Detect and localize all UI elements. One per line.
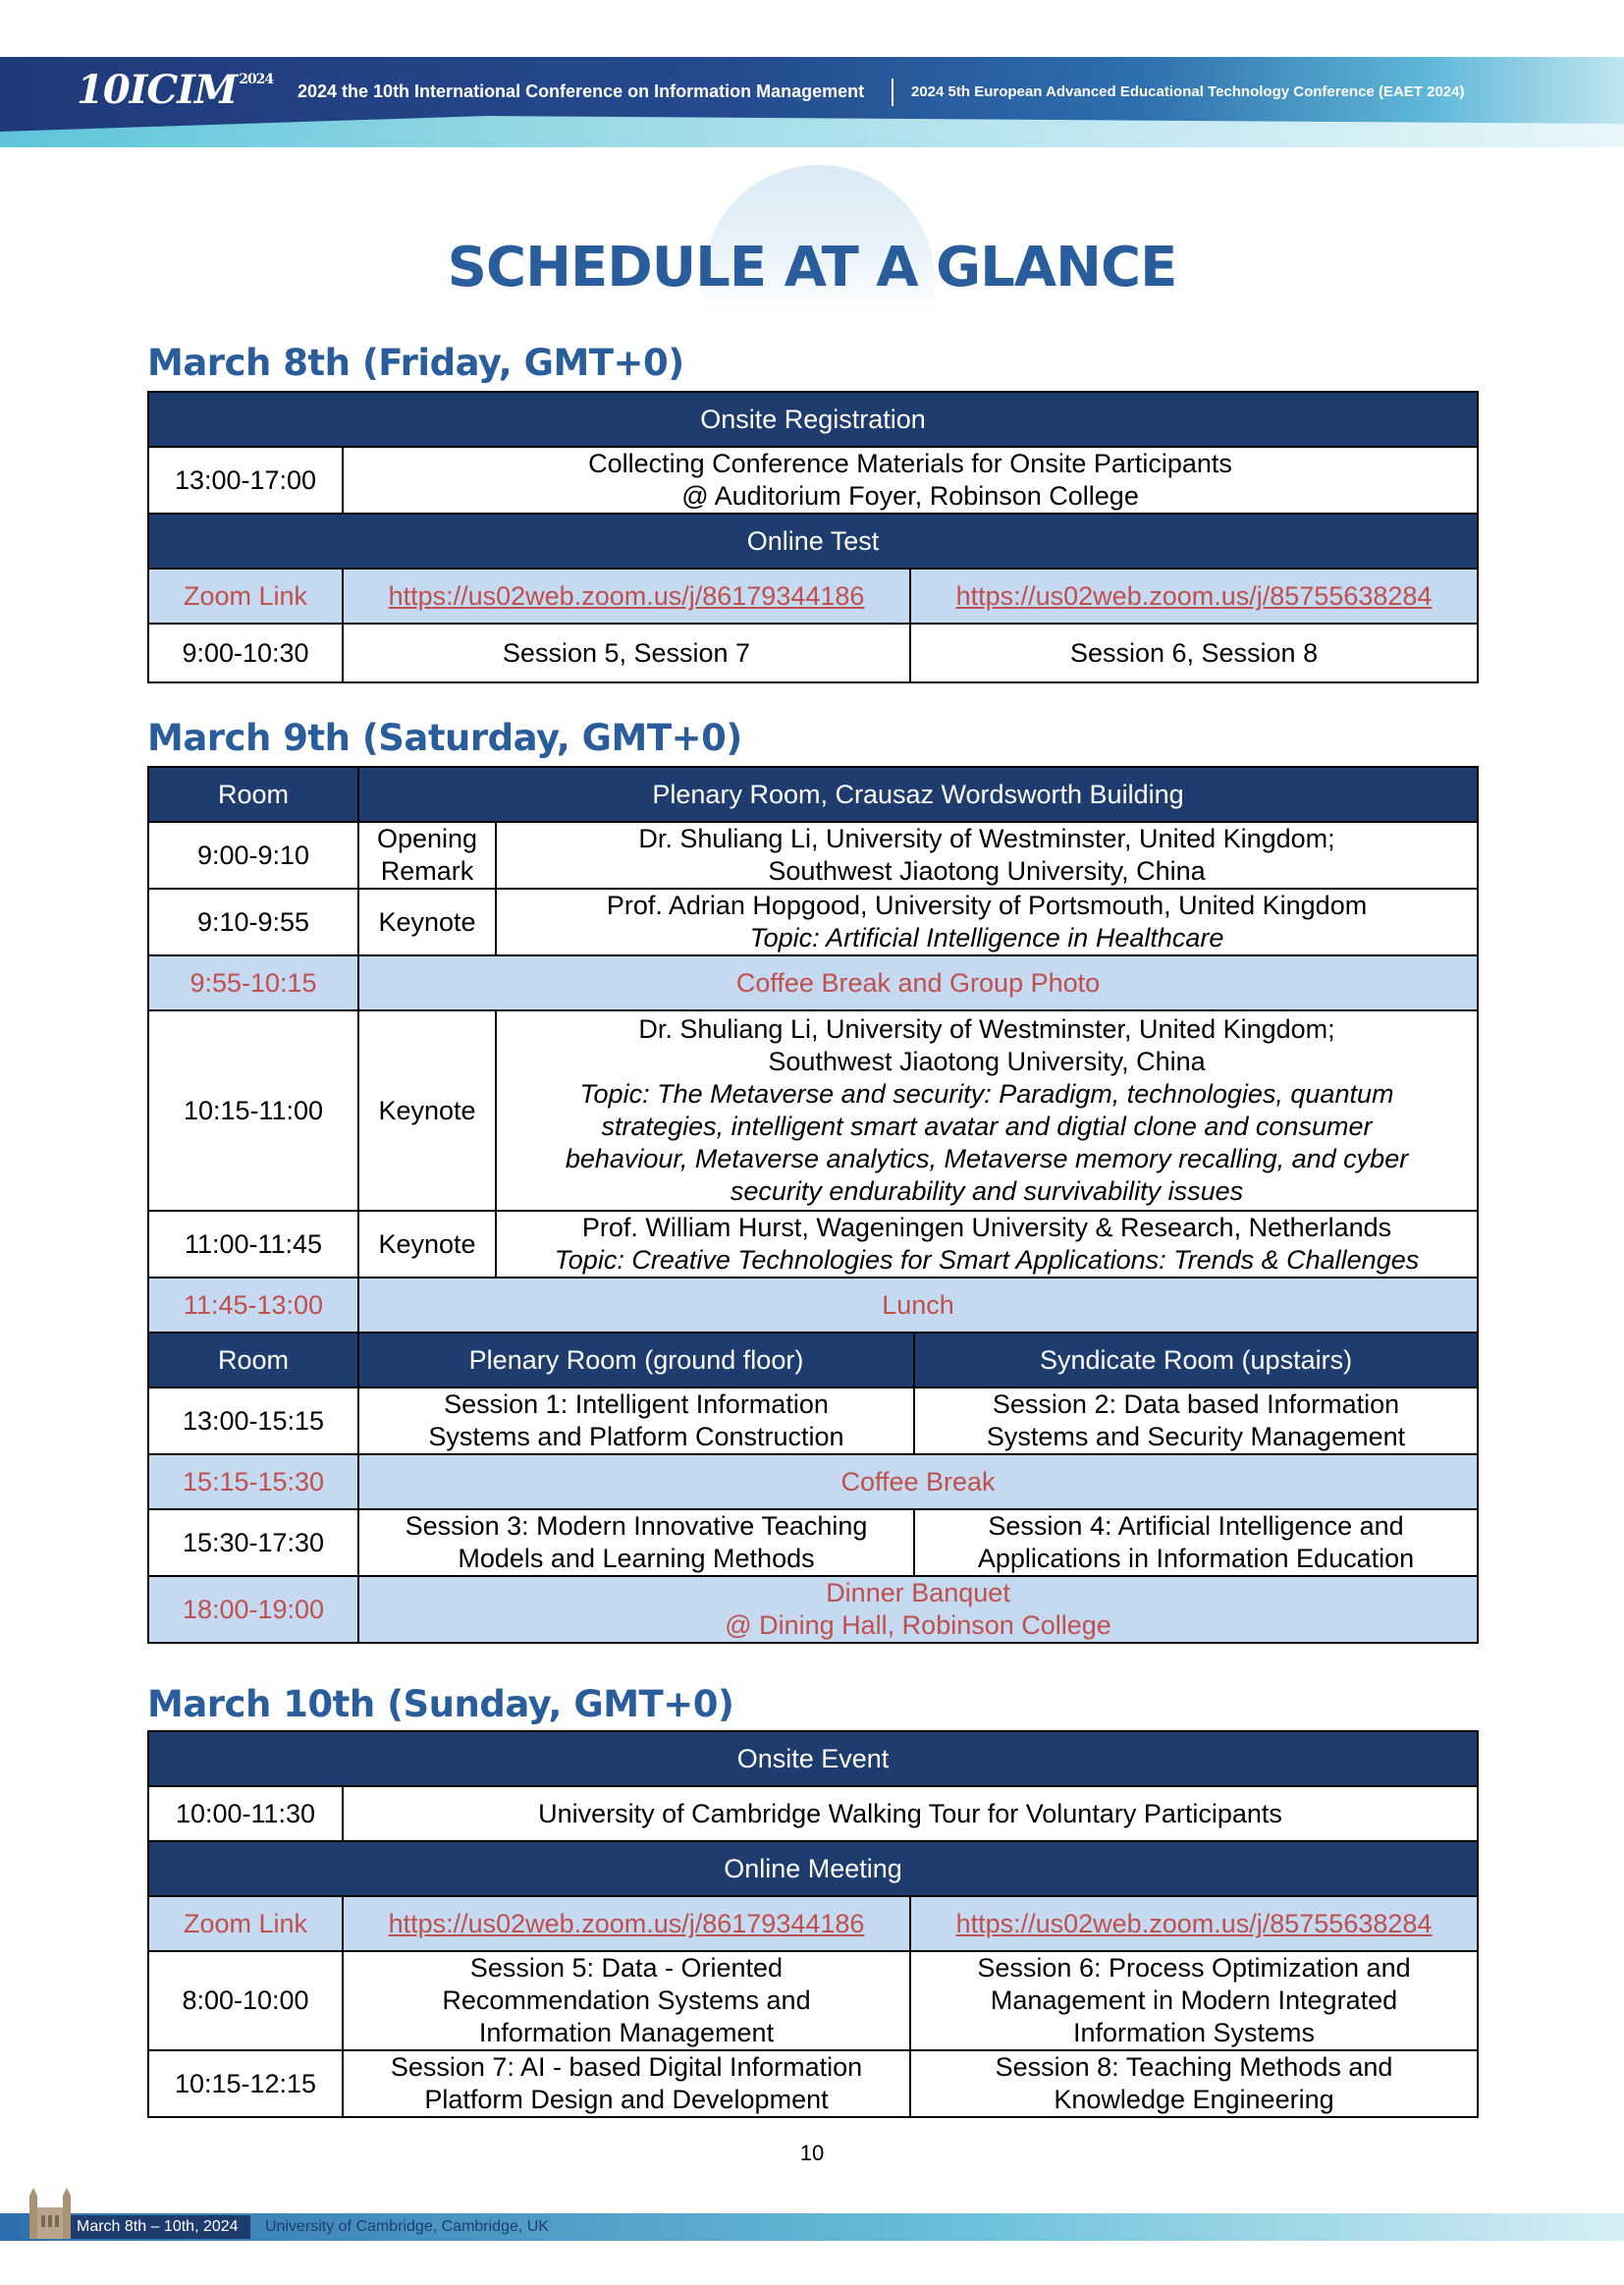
table-row (148, 1951, 1478, 2050)
table-row (148, 1786, 1478, 1841)
table-row (148, 514, 1478, 569)
room-label: Room (148, 767, 358, 822)
zoom-link-2[interactable]: https://us02web.zoom.us/j/85755638284 (910, 569, 1478, 624)
speaker-line: Southwest Jiaotong University, China (768, 1047, 1206, 1076)
session-line: Systems and Security Management (986, 1422, 1406, 1451)
type-cell: Keynote (358, 1211, 496, 1278)
session-line: Session 6: Process Optimization and (977, 1953, 1411, 1983)
table-row (148, 569, 1478, 624)
speaker-line: Dr. Shuliang Li, University of Westminster, United Kingdom; (638, 1014, 1335, 1044)
topic-line: strategies, intelligent smart avatar and digtial clone and consumer (601, 1112, 1373, 1141)
zoom-label: Zoom Link (148, 569, 343, 624)
time-cell: 11:45-13:00 (148, 1278, 358, 1333)
table-row (148, 2050, 1478, 2117)
zoom-link-1[interactable]: https://us02web.zoom.us/j/86179344186 (343, 1896, 910, 1951)
session-line: Session 2: Data based Information (992, 1389, 1400, 1419)
speaker-line: Prof. William Hurst, Wageningen University & Research, Netherlands (581, 1213, 1392, 1242)
session-line: Session 5: Data - Oriented (469, 1953, 784, 1983)
page-number: 10 (799, 2141, 825, 2165)
page-title: SCHEDULE AT A GLANCE (447, 236, 1177, 299)
time-cell: 11:00-11:45 (148, 1211, 358, 1278)
break-cell: Coffee Break (358, 1454, 1478, 1509)
table-row (148, 1010, 1478, 1211)
online-test-header: Online Test (148, 514, 1478, 569)
time-cell: 15:30-17:30 (148, 1509, 358, 1576)
time-cell: 13:00-17:00 (148, 447, 343, 514)
session-line: Session 4: Artificial Intelligence and (988, 1511, 1404, 1541)
speaker-line: Southwest Jiaotong University, China (768, 856, 1206, 886)
session-line: Applications in Information Education (977, 1544, 1415, 1573)
online-meeting-header: Online Meeting (148, 1841, 1478, 1896)
registration-cell (343, 447, 1478, 514)
session-cell (358, 1509, 914, 1576)
header-banner (0, 57, 1624, 134)
conference-title-2: 2024 5th European Advanced Educational Technology Conference (EAET 2024) (911, 83, 1465, 100)
time-cell: 18:00-19:00 (148, 1576, 358, 1643)
zoom-label: Zoom Link (148, 1896, 343, 1951)
table-row (148, 1278, 1478, 1333)
dinner-line: Dinner Banquet (826, 1578, 1010, 1607)
plenary-ground-header: Plenary Room (ground floor) (358, 1333, 914, 1387)
session-cell (914, 1509, 1478, 1576)
day2-heading: March 9th (Saturday, GMT+0) (147, 717, 742, 759)
session-line: Knowledge Engineering (1054, 2085, 1334, 2114)
session-cell (358, 1387, 914, 1454)
onsite-registration-header: Onsite Registration (148, 392, 1478, 447)
topic-line: Topic: The Metaverse and security: Paradigm, technologies, quantum (579, 1079, 1394, 1109)
day2-table (147, 766, 1479, 1644)
time-cell: 9:00-10:30 (148, 624, 343, 682)
day1-heading: March 8th (Friday, GMT+0) (147, 342, 684, 384)
table-row (148, 1333, 1478, 1387)
time-cell: 15:15-15:30 (148, 1454, 358, 1509)
topic-line: security endurability and survivability issues (730, 1176, 1244, 1206)
conference-title-1: 2024 the 10th International Conference on Information Management (298, 82, 865, 101)
lunch-cell: Lunch (358, 1278, 1478, 1333)
time-cell: 10:15-12:15 (148, 2050, 343, 2117)
table-row (148, 392, 1478, 447)
footer-location: University of Cambridge, Cambridge, UK (265, 2218, 549, 2235)
type-cell: Keynote (358, 1010, 496, 1211)
session-line: Platform Design and Development (424, 2085, 829, 2114)
type-cell (358, 822, 496, 889)
type-cell: Keynote (358, 889, 496, 955)
session-cell (910, 2050, 1478, 2117)
logo-text: 10ICIM (77, 67, 238, 113)
type-line: Opening (376, 824, 478, 853)
topic-line: Topic: Creative Technologies for Smart Applications: Trends & Challenges (554, 1245, 1420, 1275)
time-cell: 10:15-11:00 (148, 1010, 358, 1211)
table-row (148, 1731, 1478, 1786)
table-row (148, 1387, 1478, 1454)
session-line: Information Management (478, 2018, 775, 2047)
speaker-cell (496, 1010, 1478, 1211)
dinner-location: @ Dining Hall, Robinson College (725, 1610, 1111, 1640)
session-line: Recommendation Systems and (442, 1986, 811, 2015)
tour-cell: University of Cambridge Walking Tour for Voluntary Participants (343, 1786, 1478, 1841)
session-line: Session 7: AI - based Digital Information (390, 2052, 863, 2082)
speaker-cell (496, 889, 1478, 955)
table-row (148, 1896, 1478, 1951)
onsite-event-header: Onsite Event (148, 1731, 1478, 1786)
day3-heading: March 10th (Sunday, GMT+0) (147, 1683, 734, 1725)
session-cell (910, 1951, 1478, 2050)
day3-table (147, 1730, 1479, 2118)
session-cell (914, 1387, 1478, 1454)
header-divider (892, 79, 893, 106)
type-line: Remark (380, 856, 474, 886)
logo-year: 2024 (239, 72, 274, 87)
session-line: Management in Modern Integrated (990, 1986, 1398, 2015)
table-row (148, 1509, 1478, 1576)
table-row (148, 1576, 1478, 1643)
session-cell: Session 6, Session 8 (910, 624, 1478, 682)
break-cell: Coffee Break and Group Photo (358, 955, 1478, 1010)
session-line: Session 1: Intelligent Information (444, 1389, 829, 1419)
time-cell: 9:10-9:55 (148, 889, 358, 955)
topic-line: behaviour, Metaverse analytics, Metaverse memory recalling, and cyber (565, 1144, 1409, 1173)
registration-location: @ Auditorium Foyer, Robinson College (681, 481, 1139, 511)
session-line: Session 3: Modern Innovative Teaching (405, 1511, 868, 1541)
zoom-link-2[interactable]: https://us02web.zoom.us/j/85755638284 (910, 1896, 1478, 1951)
time-cell: 9:00-9:10 (148, 822, 358, 889)
footer-dates: March 8th – 10th, 2024 (71, 2215, 250, 2239)
table-row (148, 955, 1478, 1010)
table-row (148, 1841, 1478, 1896)
day1-table (147, 391, 1479, 683)
room-label: Room (148, 1333, 358, 1387)
speaker-line: Dr. Shuliang Li, University of Westminster, United Kingdom; (638, 824, 1335, 853)
time-cell: 10:00-11:30 (148, 1786, 343, 1841)
chapel-icon (27, 2186, 73, 2241)
session-line: Models and Learning Methods (458, 1544, 815, 1573)
table-row (148, 447, 1478, 514)
session-line: Session 8: Teaching Methods and (995, 2052, 1393, 2082)
syndicate-header: Syndicate Room (upstairs) (914, 1333, 1478, 1387)
zoom-link-1[interactable]: https://us02web.zoom.us/j/86179344186 (343, 569, 910, 624)
topic-line: Topic: Artificial Intelligence in Healthcare (749, 923, 1224, 952)
dinner-cell (358, 1576, 1478, 1643)
registration-line: Collecting Conference Materials for Onsite Participants (588, 449, 1232, 478)
time-cell: 13:00-15:15 (148, 1387, 358, 1454)
speaker-cell (496, 822, 1478, 889)
table-row (148, 1454, 1478, 1509)
plenary-room-header: Plenary Room, Crausaz Wordsworth Building (358, 767, 1478, 822)
table-row (148, 767, 1478, 822)
speaker-cell (496, 1211, 1478, 1278)
session-line: Systems and Platform Construction (428, 1422, 844, 1451)
conference-logo (77, 67, 273, 113)
table-row (148, 624, 1478, 682)
session-cell (343, 2050, 910, 2117)
table-row (148, 889, 1478, 955)
speaker-line: Prof. Adrian Hopgood, University of Portsmouth, United Kingdom (606, 891, 1368, 920)
session-line: Information Systems (1072, 2018, 1316, 2047)
time-cell: 8:00-10:00 (148, 1951, 343, 2050)
time-cell: 9:55-10:15 (148, 955, 358, 1010)
session-cell (343, 1951, 910, 2050)
session-cell: Session 5, Session 7 (343, 624, 910, 682)
table-row (148, 822, 1478, 889)
table-row (148, 1211, 1478, 1278)
